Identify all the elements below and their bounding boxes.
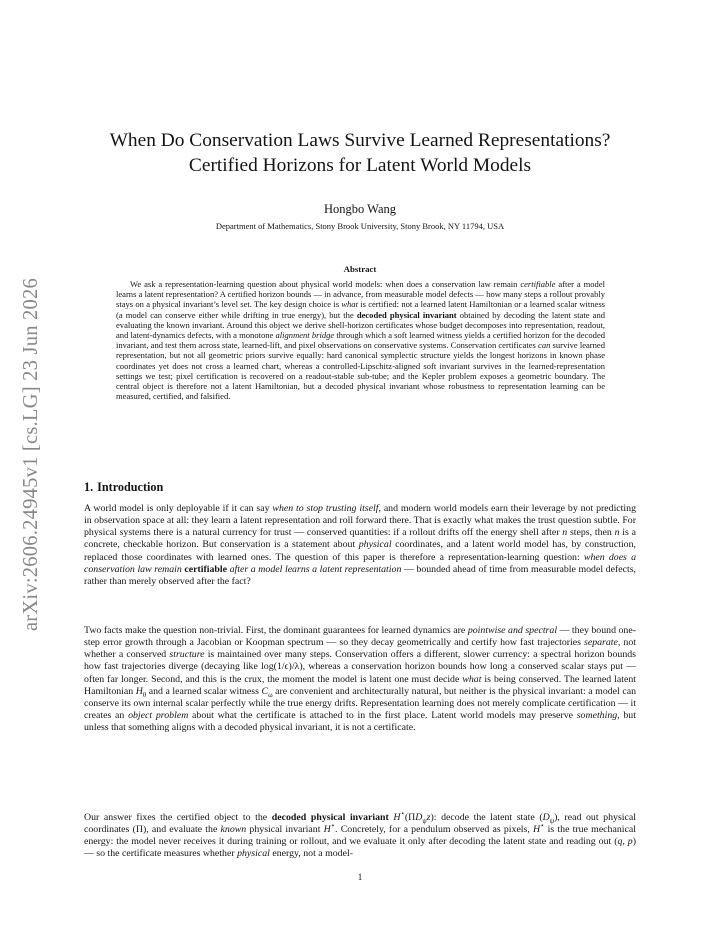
title-line-1: When Do Conservation Laws Survive Learned Representations? [109,130,611,151]
arxiv-stamp [4,258,60,650]
section-number: 1. [84,480,94,494]
abstract-heading: Abstract [343,264,377,274]
paper-title [60,128,660,178]
intro-paragraph-1: A world model is only deployable if it can say when to stop trusting itself, and modern world models earn their leverage by not predicting in observation space at all: they learn a latent representation and roll forward there. That is exactly what makes the trust question subtle. For physical systems there is a natural currency for trust — conserved quantities: if a rollout drifts off the energy shell after n steps, then n is a concrete, checkable horizon. But conservation is a statement about physical coordinates, and a latent world model has, by construction, replaced those coordinates with learned ones. The question of this paper is therefore a representation-learning question: when does a conservation law remain certifiable after a model learns a latent representation — bounded ahead of time from measurable model defects, rather than merely observed after the fact? [84,503,636,587]
arxiv-identifier[interactable]: arXiv:2606.24945v1 [cs.LG] 23 Jun 2026 [20,277,43,631]
intro-paragraph-2: Two facts make the question non-trivial. First, the dominant guarantees for learned dynamics are pointwise and spectral — they bound one-step error growth through a Jacobian or Koopman spectrum — so they decay geometrically and certify how fast trajectories separate, not whether a conserved structure is maintained over many steps. Conservation offers a different, slower currency: a spectral horizon bounds how fast trajectories diverge (decaying like log(1/ϵ)/λ), whereas a conservation horizon bounds how long a conserved scalar stays put — often far longer. Second, and this is the crux, the moment the model is latent one must decide what is being conserved. The learned latent Hamiltonian $H_\theta$ and a learned scalar witness $C_\omega$ are convenient and architecturally natural, but neither is the physical invariant: a model can conserve its own internal scalar perfectly while the true energy drifts. Representation learning does not merely complicate certification — it creates an object problem about what the certificate is attached to in the first place. Latent world models may preserve something, but unless that something aligns with a decoded physical invariant, it is not a certificate. [84,625,637,734]
author-affiliation: Department of Mathematics, Stony Brook University, Stony Brook, NY 11794, USA [215,221,505,231]
section-title: Introduction [97,480,164,494]
author-name: Hongbo Wang [323,202,397,216]
page-number: 1 [357,873,363,883]
title-line-2: Certified Horizons for Latent World Models [188,155,532,176]
intro-paragraph-3: Our answer fixes the certified object to the decoded physical invariant $H^⋆(\Pi D_\psi z)$: decode the latent state $(D_\psi)$, read out physical coordinates (Π), and evaluate the known physical invariant H⋆. Concretely, for a pendulum observed as pixels, H⋆ is the true mechanical energy: the model never receives it during training or rollout, and we evaluate it only after decoding the latent state and reading out (q, p) — so the certificate measures whether physical energy, not a model- [84,810,637,860]
section-heading-introduction [84,480,163,495]
abstract-text: We ask a representation-learning question about physical world models: when does a conservation law remain certifiable after a model learns a latent representation? A certified horizon bounds — in advance, from measurable model defects — how many steps a rollout provably stays on a physical invariant’s level set. The key design choice is what is certified: not a learned latent Hamiltonian or a learned scalar witness (a model can conserve either while drifting in true energy), but the decoded physical invariant obtained by decoding the latent state and evaluating the known invariant. Around this object we derive shell-horizon certificates whose budget decomposes into representation, readout, and latent-dynamics defects, with a monotone alignment bridge through which a soft learned witness yields a certified horizon for the decoded invariant, and test them across state, learned-lift, and pixel observations on conservative systems. Conservation certificates can survive learned representation, but not all geometric priors survive equally: hard canonical symplectic structure yields the longest horizons in known phase coordinates yet does not cross a learned chart, whereas a controlled-Lipschitz-aligned soft invariant survives in the learned-representation settings we test; pixel certification is recovered on a readout-stable sub-tube; and the Kepler problem exposes a geometric boundary. The central object is therefore not a latent Hamiltonian, but a decoded physical invariant whose robustness to representation learning can be measured, certified, and falsified. [116,279,606,402]
